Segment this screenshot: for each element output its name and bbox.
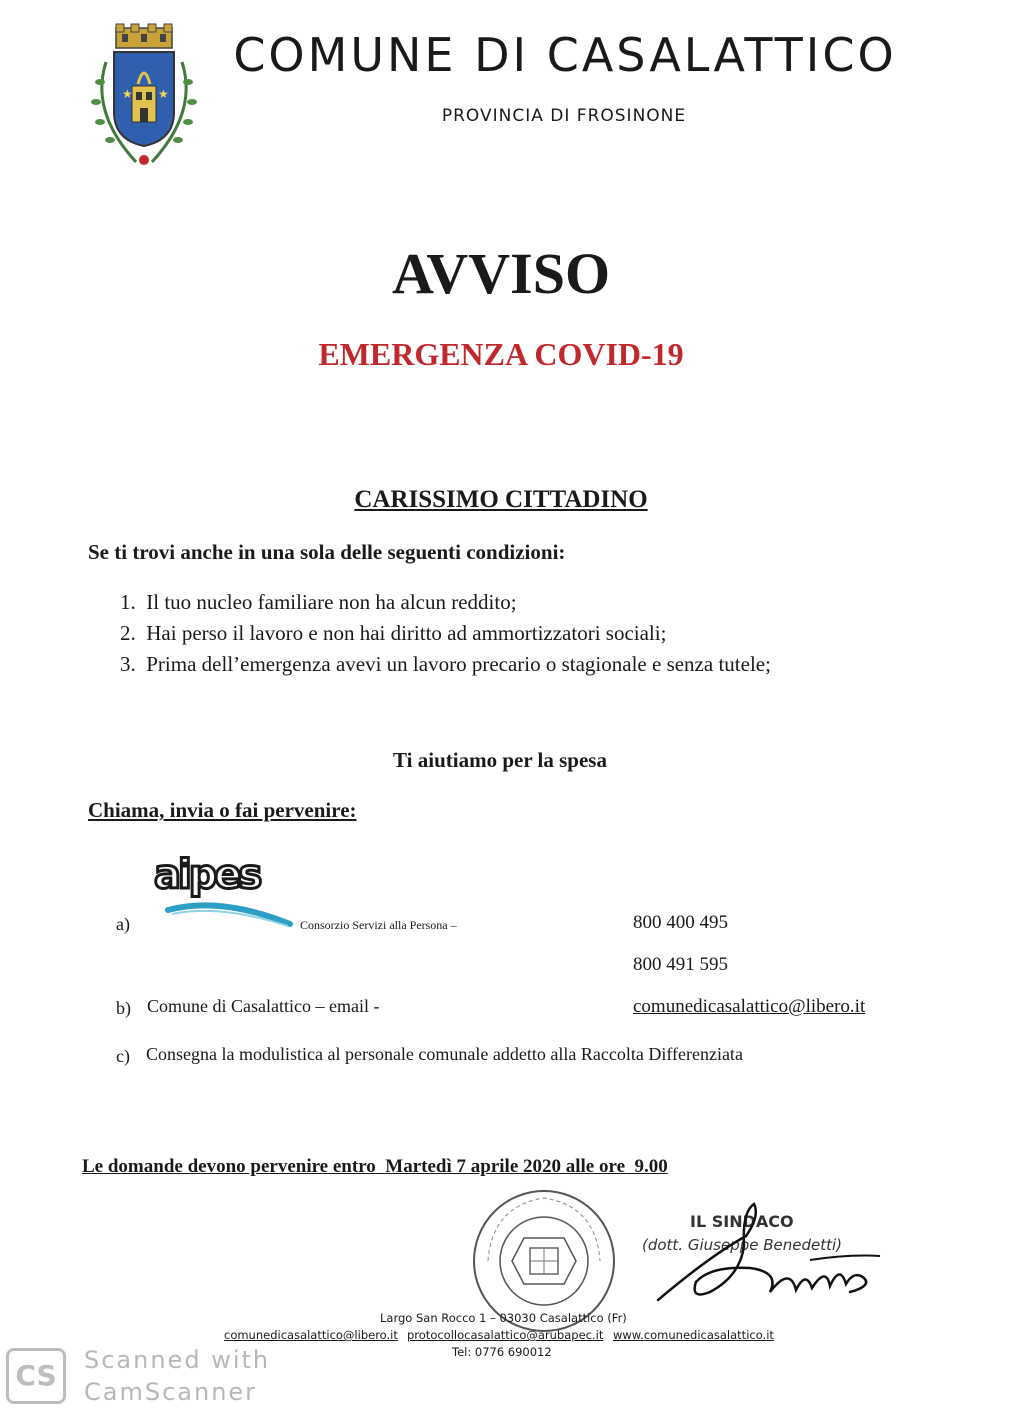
footer-website-link[interactable]: www.comunedicasalattico.it xyxy=(613,1328,774,1342)
condition-text: Il tuo nucleo familiare non ha alcun reddito; xyxy=(146,590,517,614)
call-to-action: Chiama, invia o fai pervenire: xyxy=(88,798,357,822)
mayor-name: (dott. Giuseppe Benedetti) xyxy=(642,1236,843,1254)
svg-text:★: ★ xyxy=(122,87,133,101)
contact-marker-c: c) xyxy=(116,1046,130,1066)
delivery-instructions: Consegna la modulistica al personale comunale addetto alla Raccolta Differenziata xyxy=(146,1044,743,1064)
footer-telephone: Tel: 0776 690012 xyxy=(452,1345,552,1359)
mayor-role: IL SINDACO xyxy=(690,1212,794,1231)
condition-text: Prima dell’emergenza avevi un lavoro precario o stagionale e senza tutele; xyxy=(146,652,771,676)
consorzio-label: Consorzio Servizi alla Persona – xyxy=(300,918,457,932)
contact-marker-b: b) xyxy=(116,998,131,1018)
camscanner-logo-icon: CS xyxy=(6,1348,66,1404)
comune-email-label: Comune di Casalattico – email - xyxy=(147,996,380,1016)
municipality-title: COMUNE DI CASALATTICO xyxy=(233,28,897,82)
condition-item xyxy=(120,621,666,646)
svg-text:★: ★ xyxy=(158,87,169,101)
footer-email-link[interactable]: comunedicasalattico@libero.it xyxy=(224,1328,398,1342)
conditions-intro: Se ti trovi anche in una sola delle seguenti condizioni: xyxy=(88,540,566,564)
notice-subheading: EMERGENZA COVID-19 xyxy=(318,336,684,372)
footer-pec-link[interactable]: protocollocasalattico@arubapec.it xyxy=(407,1328,604,1342)
deadline-notice: Le domande devono pervenire entro Martedì 7 aprile 2020 alle ore 9.00 xyxy=(82,1156,668,1177)
footer-address: Largo San Rocco 1 – 03030 Casalattico (Fr) xyxy=(380,1311,627,1325)
condition-number: 2. xyxy=(120,621,136,645)
greeting: CARISSIMO CITTADINO xyxy=(354,486,648,513)
notice-heading: AVVISO xyxy=(391,241,611,306)
condition-item xyxy=(120,590,517,615)
watermark-line-2: CamScanner xyxy=(84,1378,258,1406)
aipes-logo-text: aipes xyxy=(154,852,260,898)
condition-text: Hai perso il lavoro e non hai diritto ad ammortizzatori sociali; xyxy=(146,621,667,645)
help-heading: Ti aiutiamo per la spesa xyxy=(393,748,607,772)
phone-number-2[interactable]: 800 491 595 xyxy=(633,954,728,975)
condition-item xyxy=(120,652,771,677)
province-subtitle: PROVINCIA DI FROSINONE xyxy=(441,106,687,126)
phone-number-1[interactable]: 800 400 495 xyxy=(633,912,728,933)
watermark-line-1: Scanned with xyxy=(84,1346,271,1374)
handwritten-signature xyxy=(650,1196,882,1308)
condition-number: 3. xyxy=(120,652,136,676)
comune-email-link[interactable]: comunedicasalattico@libero.it xyxy=(633,996,866,1017)
condition-number: 1. xyxy=(120,590,136,614)
aipes-logo-icon xyxy=(150,848,295,928)
contact-marker-a: a) xyxy=(116,914,130,934)
